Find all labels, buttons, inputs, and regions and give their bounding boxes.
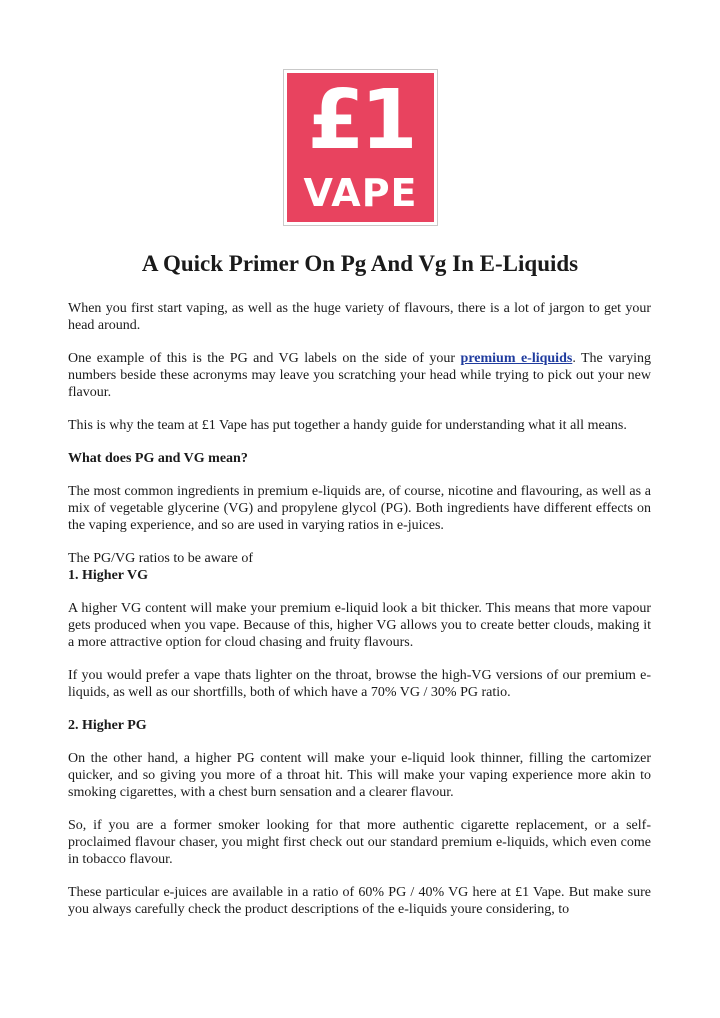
logo-bottom-text: VAPE: [303, 171, 418, 215]
premium-e-liquids-link[interactable]: premium e-liquids: [460, 351, 573, 366]
paragraph-former-smoker: So, if you are a former smoker looking for that more authentic cigarette replacement, or a self-proclaimed flavour chaser, you might first check out our standard premium e-liquids, which even come in tobacco flavour.: [68, 818, 651, 867]
page-title: A Quick Primer On Pg And Vg In E-Liquids: [141, 251, 579, 276]
paragraph-higher-vg: A higher VG content will make your premium e-liquid look a bit thicker. This means that more vapour gets produced when you vape. Because of this, higher VG allows you to create better clouds, making it a more attractive option for cloud chasing and fruity flavours.: [68, 601, 651, 650]
heading-what-pg-vg-text: What does PG and VG mean?: [68, 451, 248, 466]
paragraph-ratio-availability: These particular e-juices are available in a ratio of 60% PG / 40% VG here at £1 Vape. But make sure you always carefully check the product descriptions of the e-liquids youre considering, to: [68, 885, 651, 917]
heading-higher-pg: 2. Higher PG: [68, 718, 147, 733]
paragraph-labels-start: One example of this is the PG and VG labels on the side of your: [68, 351, 461, 366]
article-body: [68, 300, 651, 934]
paragraph-labels-end: . The varying numbers beside these acronyms may leave you scratching your head while trying to pick out your new flavour.: [68, 351, 651, 400]
logo-top-text: £1: [307, 73, 414, 168]
heading-higher-pg-block: [68, 717, 651, 734]
logo-background: [287, 73, 434, 222]
paragraph-guide: This is why the team at £1 Vape has put together a handy guide for understanding what it all means.: [68, 418, 627, 433]
paragraph-shortfills: If you would prefer a vape thats lighter on the throat, browse the high-VG versions of our premium e-liquids, as well as our shortfills, both of which have a 70% VG / 30% PG ratio.: [68, 668, 651, 700]
paragraph-intro: When you first start vaping, as well as the huge variety of flavours, there is a lot of jargon to get your head around.: [68, 301, 651, 333]
paragraph-ingredients: The most common ingredients in premium e-liquids are, of course, nicotine and flavouring, as well as a mix of vegetable glycerine (VG) and propylene glycol (PG). Both ingredients have different effects on the vaping experience, and so are used in varying ratios in e-juices.: [68, 484, 651, 533]
brand-logo: [283, 69, 438, 226]
ratios-section: [68, 550, 651, 584]
paragraph-labels: [68, 350, 651, 401]
ratios-intro: The PG/VG ratios to be aware of: [68, 551, 254, 566]
heading-higher-vg: 1. Higher VG: [68, 568, 148, 583]
heading-what-pg-vg: [68, 450, 651, 467]
paragraph-higher-pg: On the other hand, a higher PG content will make your e-liquid look thinner, filling the cartomizer quicker, and so giving you more of a throat hit. This will make your vaping experience more akin to smoking cigarettes, with a chest burn sensation and a clearer flavour.: [68, 751, 651, 800]
